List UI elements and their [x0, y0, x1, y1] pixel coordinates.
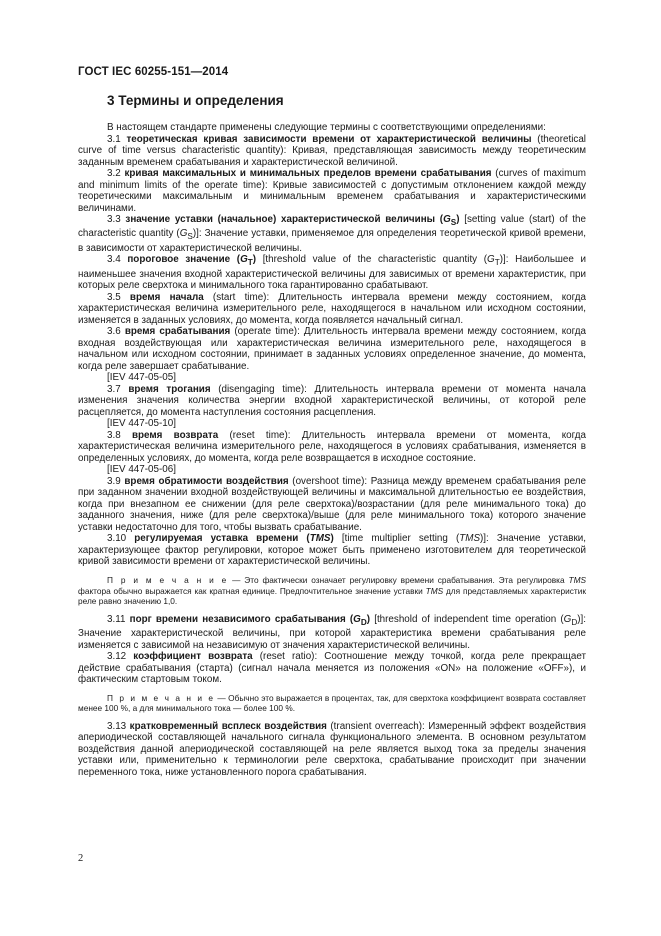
document-header: ГОСТ IEC 60255-151—2014: [78, 66, 229, 78]
term-3-7: 3.7 время трогания (disengaging time): Длительность интервала времени от момента начала изменения значения количества энергии входной характеристической величины, от которой реле расцепляется, до момента наступления состояния расцепления.: [78, 383, 586, 418]
iev-reference: [IEV 447-05-06]: [107, 464, 176, 476]
term-3-11: 3.11 порг времени независимого срабатывания $(G_D)$ [threshold of independent time operation $(G_D)$]: Значение характеристической величины, при которой характеристика времени срабатывания реле изменяется с зависимой на независимую от значения характеристической величины.: [78, 613, 586, 651]
iev-reference: [IEV 447-05-10]: [107, 418, 176, 430]
iev-reference: [IEV 447-05-05]: [107, 372, 176, 384]
term-name: кривая максимальных и минимальных пределов времени срабатывания: [124, 168, 492, 179]
term-name: коэффициент возврата: [133, 651, 253, 663]
page-number: 2: [78, 853, 84, 864]
term-3-13: 3.13 кратковременный всплеск воздействия (transient overreach): Измеренный эффект воздействия апериодической составляющей начального сигнала функционального элемента. В основном результатом воздействия данной апериодической составляющей на реле является выход тока за пределы значения уставки или, применительно к терминологии реле сверхтока, срабатывание происходит при значении переменного тока, ниже установленного порога срабатывания.: [78, 720, 586, 778]
term-name: время трогания: [128, 383, 211, 395]
term-name: регулируемая уставка времени (TMS): [134, 533, 334, 545]
section-title: 3 Термины и определения: [107, 93, 284, 108]
term-name: значение уставки (начальное) характеристической величины $(G_S)$: [125, 214, 460, 227]
term-name: порг времени независимого срабатывания $(G_D)$: [129, 613, 371, 627]
term-name: время начала: [129, 291, 204, 303]
term-name: теоретическая кривая зависимости времени от характеристической величины: [126, 133, 532, 145]
term-3-9: 3.9 время обратимости воздействия (overshoot time): Разница между временем срабатывания реле при заданном значении входной воздействующей величины и максимальной длительностью ее воздействия, когда при внезапном ее снижении (для реле сверхтока)/возрастании (для реле минимального тока) до заданного значения, ниже (для реле сверхтока)/выше (для реле минимального тока) которого значение уставки недостаточно для того, чтобы вызвать срабатывание.: [78, 475, 586, 533]
document-body: [78, 122, 586, 778]
term-3-1: 3.1 теоретическая кривая зависимости времени от характеристической величины (theoretical curve of time versus characteristic quantity): Кривая, представляющая зависимость между теоретическим заданным временем срабатывания и характеристической величиной.: [78, 133, 586, 168]
term-3-4: 3.4 пороговое значение $(G_T)$ [threshold value of the characteristic quantity $(G_T)$]: Наибольшее и наименьшее значения входной характеристической величины для зависимых от времени характеристик, при которых реле сверхтока и минимального тока гарантированно срабатывают.: [78, 254, 586, 292]
term-3-8: 3.8 время возврата (reset time): Длительность интервала времени от момента, когда характеристическая величина измерительного реле, находящегося в условиях срабатывания, изменяется в определенных условиях, до момента, когда реле возвращается в исходное состояние.: [78, 429, 586, 464]
note-2: П р и м е ч а н и е — Обычно это выражается в процентах, так, для сверхтока коэффициент возврата составляет менее 100 %, а для минимального тока — более 100 %.: [78, 692, 587, 714]
term-3-3: 3.3 значение уставки (начальное) характеристической величины $(G_S)$ [setting value (start) of the characteristic quantity $(G_S)$]: Значение уставки, применяемое для определения теоретической кривой времени, в зависимости от характеристической величины.: [78, 214, 587, 254]
term-3-5: 3.5 время начала (start time): Длительность интервала времени между состоянием, когда характеристическая величина измерительного реле, находящегося в начальном или исходном состоянии, изменяется в заданных условиях, до момента, когда появляется начальный сигнал.: [78, 291, 586, 326]
term-name: время срабатывания: [124, 326, 231, 338]
term-3-6: 3.6 время срабатывания (operate time): Длительность интервала времени между состоянием, когда входная воздействующая или характеристическая величина измерительного реле, находящегося в начальном или исходном состоянии, принимает в заданных условиях определенное значение, до момента, когда реле завершает срабатывание.: [78, 326, 586, 372]
term-3-2: 3.2 кривая максимальных и минимальных пределов времени срабатывания (curves of maximum and minimum limits of the operate time): Кривые зависимостей с допустимым отклонением каждой между теоретическими максимальным и минимальным временем срабатывания и характеристическими величинами.: [78, 168, 586, 214]
note-1: П р и м е ч а н и е — Это фактически означает регулировку времени срабатывания. Эта регулировка TMS фактора обычно выражается как кратная единице. Предпочтительное значение уставки TMS для представляемых характеристик реле равно значению 1,0.: [78, 574, 587, 607]
term-name: пороговое значение $(G_T)$: [127, 254, 257, 268]
term-name: время обратимости воздействия: [124, 475, 289, 487]
intro-paragraph: В настоящем стандарте применены следующие термины с соответствующими определениями:: [107, 122, 546, 133]
term-3-12: 3.12 коэффициент возврата (reset ratio): Соотношение между точкой, когда реле прекращает действие срабатывания (старта) (сигнал начала меняется из положения «ON» на положение «OFF»), и фактическим стартовым током.: [78, 651, 586, 686]
term-name: кратковременный всплеск воздействия: [129, 720, 327, 732]
term-name: время возврата: [131, 429, 219, 441]
term-3-10: 3.10 регулируемая уставка времени (TMS) [time multiplier setting (TMS)]: Значение уставки, характеризующее фактор регулировки, которое может быть применено изготовителем для теоретической кривой зависимости времени от характеристической величины.: [78, 533, 587, 568]
